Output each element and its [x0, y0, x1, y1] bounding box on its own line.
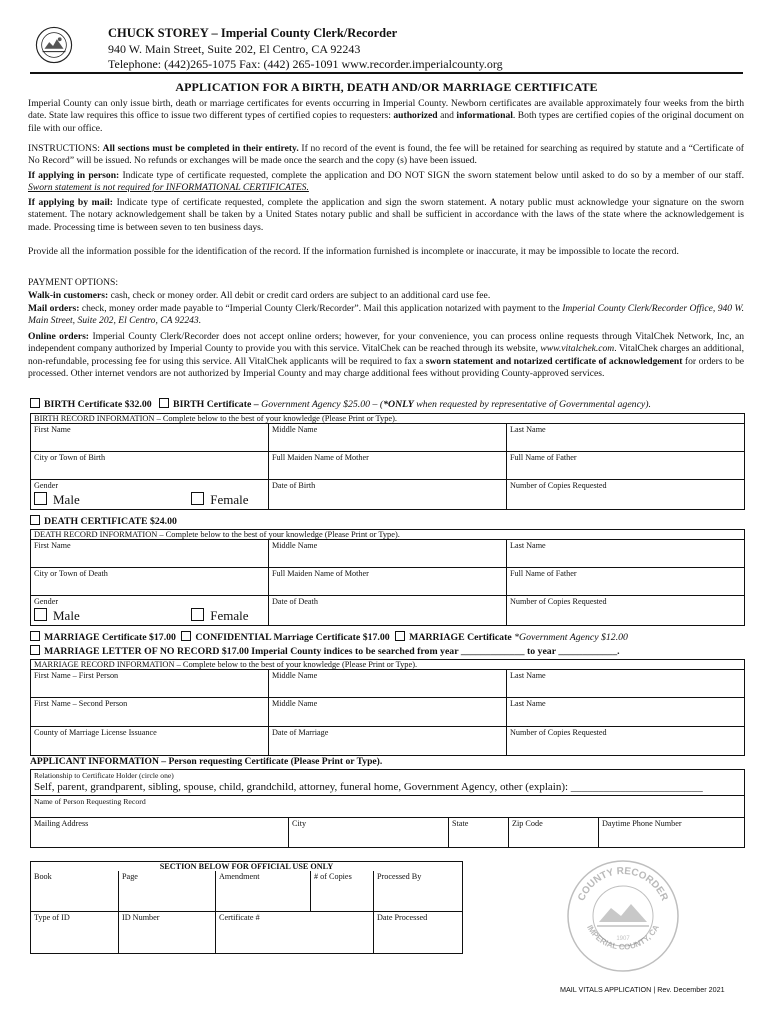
birth-male-option[interactable]: Male: [34, 492, 80, 507]
birth-city-field[interactable]: City or Town of Birth: [31, 452, 269, 480]
clerk-telephone: Telephone: (442)265-1075 Fax: (442) 265-1091 www.recorder.imperialcounty.org: [108, 57, 503, 71]
page-field[interactable]: Page: [119, 871, 216, 911]
marriage-county-field[interactable]: County of Marriage License Issuance: [31, 727, 269, 756]
certificate-number-field[interactable]: Certificate #: [216, 911, 374, 953]
footer-revision: MAIL VITALS APPLICATION | Rev. December 2021: [560, 985, 725, 994]
birth-government-checkbox[interactable]: [159, 398, 169, 408]
intro-paragraph: Imperial County can only issue birth, death or marriage certificates for events occurring in Imperial County. Newborn certificates are available approximately four weeks from the birth date. State law requires this office to issue two different types of certified copies to requesters: authorized and informational. Both types are certified copies of the original document on file with our office.: [28, 98, 744, 134]
birth-record-table: [30, 413, 745, 510]
death-male-option[interactable]: Male: [34, 608, 80, 623]
death-city-field[interactable]: City or Town of Death: [31, 568, 269, 596]
county-recorder-seal-icon: [563, 856, 683, 976]
relationship-field[interactable]: Relationship to Certificate Holder (circle one) Self, parent, grandparent, sibling, spouse, child, grandchild, attorney, funeral home, Government Agency, other (explain): ________________________: [31, 770, 745, 796]
marriage-second-person-field[interactable]: First Name – Second Person: [31, 698, 269, 727]
clerk-name: CHUCK STOREY – Imperial County Clerk/Recorder: [108, 26, 398, 40]
birth-first-name-field[interactable]: First Name: [31, 424, 269, 452]
death-mother-field[interactable]: Full Maiden Name of Mother: [269, 568, 507, 596]
applicant-table: [30, 769, 745, 848]
birth-female-option[interactable]: Female: [191, 492, 248, 507]
death-gender-field: Gender Male Female: [31, 596, 269, 626]
marriage-copies-field[interactable]: Number of Copies Requested: [507, 727, 745, 756]
provide-info-paragraph: Provide all the information possible for the identification of the record. If the information furnished is incomplete or inaccurate, it may be impossible to locate the record.: [28, 246, 679, 257]
county-seal-icon: [35, 26, 73, 64]
mailing-address-field[interactable]: Mailing Address: [31, 818, 289, 848]
birth-options-line: BIRTH Certificate $32.00 BIRTH Certificate – Government Agency $25.00 – (*ONLY when requested by representative of Governmental agency).: [30, 398, 651, 410]
svg-text:1907: 1907: [616, 936, 630, 942]
official-copies-field[interactable]: # of Copies: [311, 871, 374, 911]
official-use-table: [30, 861, 463, 954]
marriage-date-field[interactable]: Date of Marriage: [269, 727, 507, 756]
birth-father-field[interactable]: Full Name of Father: [507, 452, 745, 480]
marriage-no-record-line: MARRIAGE LETTER OF NO RECORD $17.00 Imperial County indices to be searched from year _____________ to year ____________.: [30, 645, 620, 657]
by-mail-paragraph: If applying by mail: Indicate type of certificate requested, complete the application and sign the sworn statement. A notary public must acknowledge your signature on the sworn statement. The notary acknowledgement shall be taken by a United States notary public and shall be sufficient in accordance with the laws of the state where the acknowledgement is made. Processing time is between seven to ten business days.: [28, 197, 744, 233]
in-person-paragraph: If applying in person: Indicate type of certificate requested, complete the application and DO NOT SIGN the sworn statement below until asked to do so by a member of our staff. Sworn statement is not required for INFORMATIONAL CERTIFICATES.: [28, 170, 744, 194]
birth-date-field[interactable]: Date of Birth: [269, 480, 507, 510]
processed-by-field[interactable]: Processed By: [374, 871, 463, 911]
birth-gender-field: Gender Male Female: [31, 480, 269, 510]
state-field[interactable]: State: [449, 818, 509, 848]
marriage-last1-field[interactable]: Last Name: [507, 670, 745, 698]
marriage-section-title: MARRIAGE RECORD INFORMATION – Complete below to the best of your knowledge (Please Print or Type).: [31, 660, 745, 670]
death-female-option[interactable]: Female: [191, 608, 248, 623]
marriage-record-table: [30, 659, 745, 756]
amendment-field[interactable]: Amendment: [216, 871, 311, 911]
birth-last-name-field[interactable]: Last Name: [507, 424, 745, 452]
svg-text:COUNTY RECORDER: COUNTY RECORDER: [576, 865, 670, 903]
marriage-no-record-checkbox[interactable]: [30, 645, 40, 655]
death-first-name-field[interactable]: First Name: [31, 540, 269, 568]
id-number-field[interactable]: ID Number: [119, 911, 216, 953]
date-processed-field[interactable]: Date Processed: [374, 911, 463, 953]
death-record-table: [30, 529, 745, 626]
mail-orders-paragraph: Mail orders: check, money order made payable to “Imperial County Clerk/Recorder”. Mail this application notarized with payment to the Imperial County Clerk/Recorder Office, 940 W. Main Street, Suite 202, El Centro, CA 92243.: [28, 303, 744, 327]
death-option-line: DEATH CERTIFICATE $24.00: [30, 515, 177, 527]
online-orders-paragraph: Online orders: Imperial County Clerk/Recorder does not accept online orders; however, for your convenience, you can process online requests through VitalChek Network, Inc, an independent company authorized by Imperial County to provide you with this service. VitalChek can be reached through its website, www.vitalchek.com. VitalChek charges an additional, non-refundable, processing fee for using this service. All VitalChek applicants will be required to fax a sworn statement and notarized certificate of acknowledgement for orders to be processed. Other internet vendors are not authorized by Imperial County and may charge additional fees without providing County-approved services.: [28, 331, 744, 379]
payment-options-title: PAYMENT OPTIONS:: [28, 277, 119, 288]
instructions-paragraph: INSTRUCTIONS: All sections must be completed in their entirety. If no record of the event is found, the fee will be retained for searching as required by statute and a “Certificate of No Record” will be issued. No refunds or exchanges will be made once the search and the copy (s) have been issued.: [28, 143, 745, 167]
book-field[interactable]: Book: [31, 871, 119, 911]
phone-field[interactable]: Daytime Phone Number: [599, 818, 745, 848]
applicant-section-title: APPLICANT INFORMATION – Person requesting Certificate (Please Print or Type).: [30, 756, 383, 767]
confidential-marriage-checkbox[interactable]: [181, 631, 191, 641]
birth-certificate-checkbox[interactable]: [30, 398, 40, 408]
marriage-middle1-field[interactable]: Middle Name: [269, 670, 507, 698]
marriage-middle2-field[interactable]: Middle Name: [269, 698, 507, 727]
birth-section-title: BIRTH RECORD INFORMATION – Complete below to the best of your knowledge (Please Print or Type).: [31, 414, 745, 424]
form-title: APPLICATION FOR A BIRTH, DEATH AND/OR MARRIAGE CERTIFICATE: [175, 80, 598, 94]
birth-copies-field[interactable]: Number of Copies Requested: [507, 480, 745, 510]
walk-in-paragraph: Walk-in customers: cash, check or money order. All debit or credit card orders are subject to an additional card use fee.: [28, 290, 491, 301]
marriage-government-checkbox[interactable]: [395, 631, 405, 641]
marriage-last2-field[interactable]: Last Name: [507, 698, 745, 727]
city-field[interactable]: City: [289, 818, 449, 848]
requester-name-field[interactable]: Name of Person Requesting Record: [31, 796, 745, 818]
birth-mother-field[interactable]: Full Maiden Name of Mother: [269, 452, 507, 480]
death-last-name-field[interactable]: Last Name: [507, 540, 745, 568]
death-certificate-checkbox[interactable]: [30, 515, 40, 525]
marriage-options-line: MARRIAGE Certificate $17.00 CONFIDENTIAL Marriage Certificate $17.00 MARRIAGE Certificate *Government Agency $12.00: [30, 631, 628, 643]
birth-middle-name-field[interactable]: Middle Name: [269, 424, 507, 452]
death-middle-name-field[interactable]: Middle Name: [269, 540, 507, 568]
death-copies-field[interactable]: Number of Copies Requested: [507, 596, 745, 626]
zip-code-field[interactable]: Zip Code: [509, 818, 599, 848]
svg-text:IMPERIAL COUNTY, CA: IMPERIAL COUNTY, CA: [585, 923, 661, 952]
marriage-first-person-field[interactable]: First Name – First Person: [31, 670, 269, 698]
death-section-title: DEATH RECORD INFORMATION – Complete below to the best of your knowledge (Please Print or Type).: [31, 530, 745, 540]
official-use-title: SECTION BELOW FOR OFFICIAL USE ONLY: [31, 862, 463, 872]
death-father-field[interactable]: Full Name of Father: [507, 568, 745, 596]
clerk-address: 940 W. Main Street, Suite 202, El Centro, CA 92243: [108, 42, 361, 56]
death-date-field[interactable]: Date of Death: [269, 596, 507, 626]
header-divider: [30, 72, 743, 74]
marriage-certificate-checkbox[interactable]: [30, 631, 40, 641]
type-of-id-field[interactable]: Type of ID: [31, 911, 119, 953]
